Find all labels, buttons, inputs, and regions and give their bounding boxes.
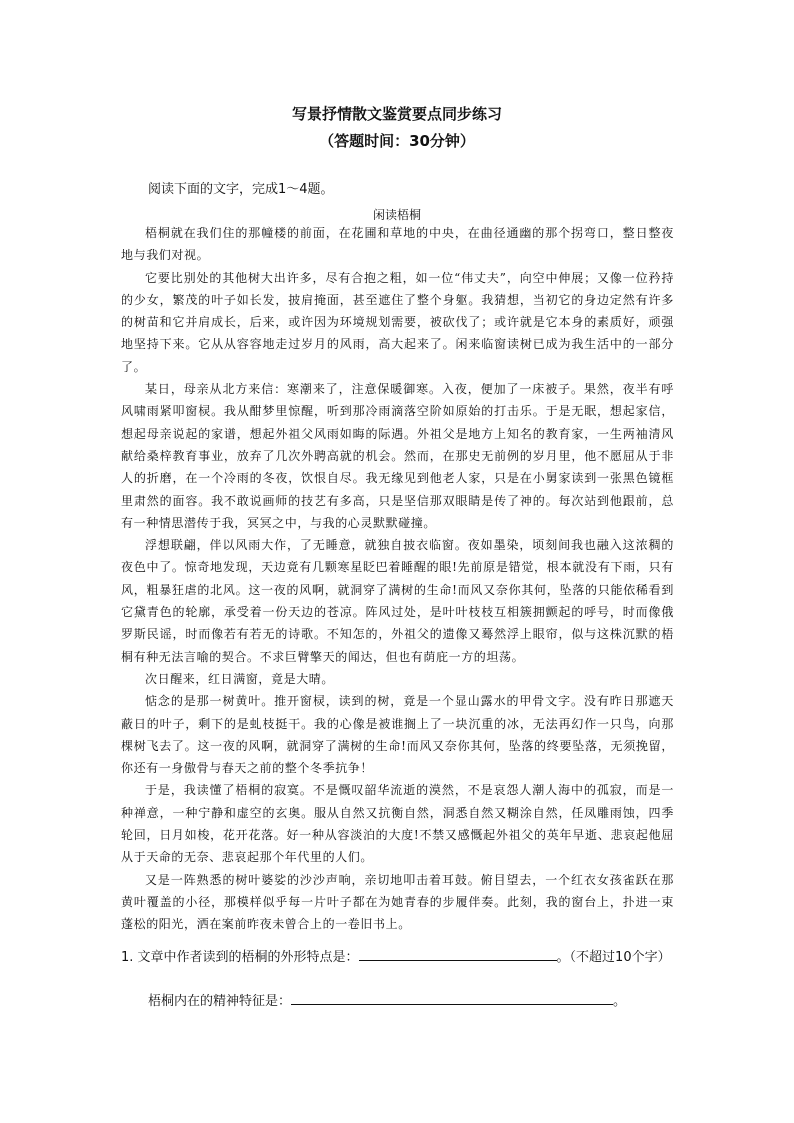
question-2-suffix: 。: [613, 994, 627, 1009]
article-title: 闲读梧桐: [372, 208, 421, 222]
article-paragraph: 它要比别处的其他树大出许多，尽有合抱之粗，如一位“伟丈夫”，向空中伸展；又像一位矜持的少女，繁茂的叶子如长发，披肩掩面，甚至遮住了整个身躯。我猜想，当初它的身边定然有许多的树苗和它并肩成长，后来，或许因为环境规划需要，被砍伐了；或许就是它本身的素质好，顽强地坚持下来。它从从容容地走过岁月的风雨，高大起来了。闲来临窗读树已成为我生活中的一部分了。: [121, 270, 674, 374]
question-1: [121, 946, 681, 969]
question-1-prompt: 1. 文章中作者读到的梧桐的外形特点是：: [121, 950, 359, 965]
article-paragraph: 梧桐就在我们住的那幢楼的前面，在花圃和草地的中央，在曲径通幽的那个拐弯口，整日整夜地与我们对视。: [121, 226, 674, 263]
document-subtitle: （答题时间：30分钟）: [319, 132, 475, 150]
article-body: [121, 222, 674, 936]
article-paragraph: 又是一阵熟悉的树叶婆娑的沙沙声响，亲切地叩击着耳鼓。俯目望去，一个红衣女孩雀跃在那黄叶覆盖的小径，那模样似乎每一片叶子都在为她青春的步履伴奏。此刻，我的窗台上，扑进一束蓬松的阳光，洒在案前昨夜未曾合上的一卷旧书上。: [121, 872, 674, 932]
answer-blank-1[interactable]: [359, 946, 557, 961]
article-paragraph: 次日醒来，红日满窗，竟是大晴。: [145, 671, 335, 686]
question-1-part-2: [148, 990, 708, 1013]
article-paragraph: 某日，母亲从北方来信：寒潮来了，注意保暖御寒。入夜，便加了一床被子。果然，夜半有呼风啸雨紧叩窗棂。我从酣梦里惊醒，听到那冷雨滴落空阶如原始的打击乐。于是无眠，想起家信，想起母亲说起的家谱，想起外祖父风雨如晦的际遇。外祖父是地方上知名的教育家，一生两袖清风献给桑梓教育事业，放弃了几次外聘高就的机会。然而，在那史无前例的岁月里，他不愿屈从于非人的折磨，在一个冷雨的冬夜，饮恨自尽。我无缘见到他老人家，只是在小舅家读到一张黑色镜框里肃然的面容。我不敢说画师的技艺有多高，只是坚信那双眼睛是传了神的。每次站到他跟前，总有一种情思潜传于我，冥冥之中，与我的心灵默默碰撞。: [121, 382, 674, 530]
document-title: 写景抒情散文鉴赏要点同步练习: [291, 105, 502, 123]
question-2-prompt: 梧桐内在的精神特征是：: [148, 994, 292, 1009]
article-paragraph: 浮想联翩，伴以风雨大作，了无睡意，就独自披衣临窗。夜如墨染，顷刻间我也融入这浓稠的夜色中了。惊奇地发现，天边竟有几颗寒星眨巴着睡醒的眼!先前原是错觉，根本就没有下雨，只有风，粗暴狂虐的北风。这一夜的风啊，就洞穿了满树的生命!而风又奈你其何，坠落的只能依稀看到它黛青色的轮廓，承受着一份天边的苍凉。阵风过处，是叶叶枝枝互相簇拥颤起的呼号，时而像俄罗斯民谣，时而像若有若无的诗歌。不知怎的，外祖父的遗像又蓦然浮上眼帘，似与这株沉默的梧桐有种无法言喻的契合。不求巨臂擎天的闻达，但也有荫庇一方的坦荡。: [121, 538, 674, 664]
question-1-suffix: 。（不超过10个字）: [556, 950, 671, 965]
answer-blank-2[interactable]: [291, 990, 613, 1005]
reading-instruction: 阅读下面的文字，完成1～4题。: [148, 182, 334, 197]
article-paragraph: 惦念的是那一树黄叶。推开窗棂，读到的树，竟是一个显山露水的甲骨文字。没有昨日那遮天蔽日的叶子，剩下的是虬枝挺干。我的心像是被谁搁上了一块沉重的冰，无法再幻作一只鸟，向那棵树飞去了。这一夜的风啊，就洞穿了满树的生命!而风又奈你其何，坠落的终要坠落，无须挽留，你还有一身傲骨与春天之前的整个冬季抗争！: [121, 694, 674, 776]
article-paragraph: 于是，我读懂了梧桐的寂寞。不是慨叹韶华流逝的漠然，不是哀怨人潮人海中的孤寂，而是一种禅意，一种宁静和虚空的玄奥。服从自然又抗衡自然，洞悉自然又糊涂自然，任凤雕雨蚀，四季轮回，日月如梭，花开花落。好一种从容淡泊的大度!不禁又感慨起外祖父的英年早逝、悲哀起他屈从于天命的无奈、悲哀起那个年代里的人们。: [121, 783, 674, 865]
